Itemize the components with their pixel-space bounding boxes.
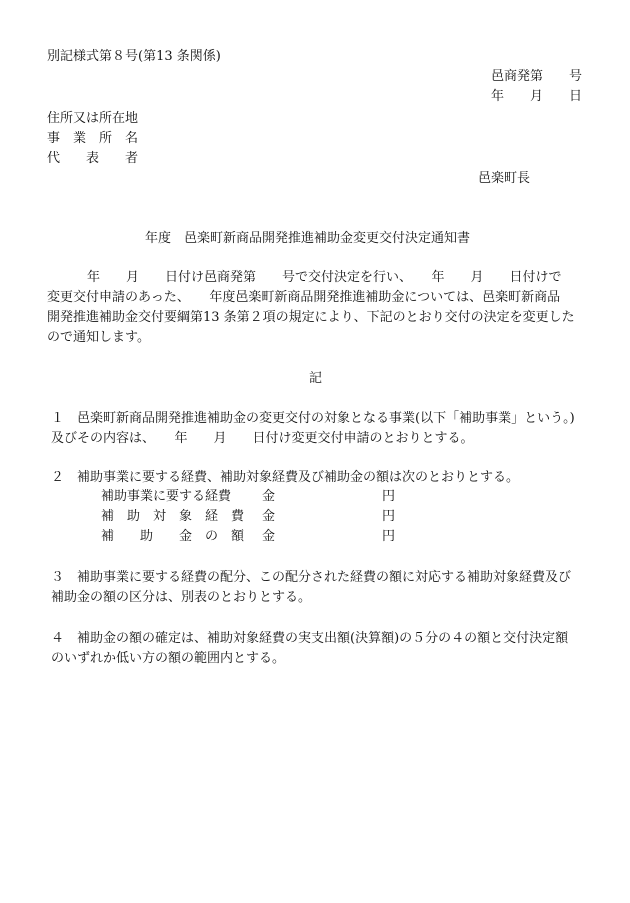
form-label: 別記様式第８号(第13 条関係) — [47, 49, 221, 64]
item-4-line: のいずれか低い方の額の範囲内とする。 — [51, 651, 286, 666]
recipient-representative-label: 代 表 者 — [47, 151, 139, 166]
document-title: 年度 邑楽町新商品開発推進補助金変更交付決定通知書 — [145, 231, 471, 246]
cost-row-label: 補 助 金 の 額 — [101, 529, 245, 544]
item-1-line: 及びその内容は、 年 月 日付け変更交付申請のとおりとする。 — [51, 431, 474, 446]
item-3-line: 補助金の額の区分は、別表のとおりとする。 — [51, 590, 312, 605]
document-date: 年 月 日 — [491, 89, 583, 104]
sender-name: 邑楽町長 — [478, 171, 531, 186]
cost-row-kin: 金 — [262, 509, 276, 524]
cost-row-label: 補 助 対 象 経 費 — [101, 509, 245, 524]
recipient-address-label: 住所又は所在地 — [47, 111, 139, 126]
item-3-line: ３ 補助事業に要する経費の配分、この配分された経費の額に対応する補助対象経費及び — [51, 570, 572, 585]
cost-row-kin: 金 — [262, 489, 276, 504]
item-1-line: １ 邑楽町新商品開発推進補助金の変更交付の対象となる事業(以下「補助事業」という。) — [51, 411, 575, 426]
body-line: 変更交付申請のあった、 年度邑楽町新商品開発推進補助金については、邑楽町新商品 — [47, 290, 561, 305]
item-4-line: ４ 補助金の額の確定は、補助対象経費の実支出額(決算額)の５分の４の額と交付決定額 — [51, 631, 569, 646]
body-line: 年 月 日付け邑商発第 号で交付決定を行い、 年 月 日付けで — [87, 270, 562, 285]
ki-heading: 記 — [309, 371, 323, 386]
body-line: ので通知します。 — [47, 330, 150, 345]
cost-row-yen: 円 — [382, 529, 396, 544]
body-line: 開発推進補助金交付要綱第13 条第２項の規定により、下記のとおり交付の決定を変更した — [47, 310, 575, 325]
cost-row-yen: 円 — [382, 489, 396, 504]
cost-row-kin: 金 — [262, 529, 276, 544]
document-number: 邑商発第 号 — [491, 69, 583, 84]
cost-row-label: 補助事業に要する経費 — [101, 489, 232, 504]
cost-row-yen: 円 — [382, 509, 396, 524]
recipient-office-label: 事 業 所 名 — [47, 131, 139, 146]
item-2-line: ２ 補助事業に要する経費、補助対象経費及び補助金の額は次のとおりとする。 — [51, 470, 520, 485]
